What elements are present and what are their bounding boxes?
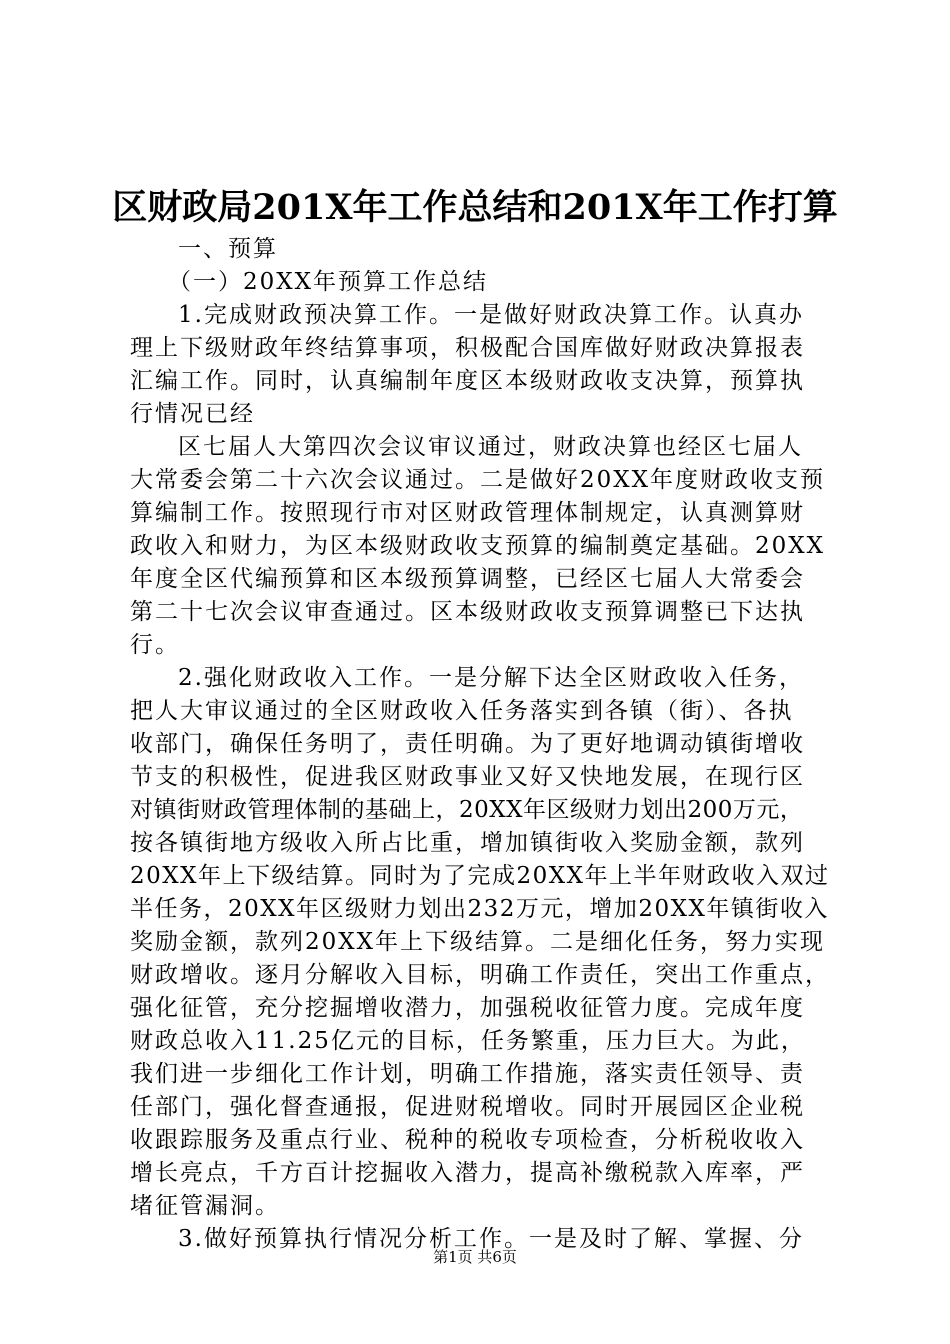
- paragraph-line: 1.完成财政预决算工作。一是做好财政决算工作。认真办: [178, 302, 804, 328]
- paragraph-line: 政收入和财力，为区本级财政收支预算的编制奠定基础。20XX: [130, 533, 826, 559]
- paragraph-line: 大常委会第二十六次会议通过。二是做好20XX年度财政收支预: [130, 467, 826, 493]
- paragraph-line: 20XX年上下级结算。同时为了完成20XX年上半年财政收入双过: [130, 863, 830, 889]
- paragraph-line: 强化征管，充分挖掘增收潜力，加强税收征管力度。完成年度: [130, 995, 805, 1021]
- paragraph-line: 对镇街财政管理体制的基础上，20XX年区级财力划出200万元，: [130, 797, 804, 823]
- subsection-heading: （一）20XX年预算工作总结: [168, 269, 489, 295]
- paragraph-line: 收部门，确保任务明了，责任明确。为了更好地调动镇街增收: [130, 731, 805, 757]
- paragraph-line: 汇编工作。同时，认真编制年度区本级财政收支决算，预算执: [130, 368, 805, 394]
- paragraph-line: 任部门，强化督查通报，促进财税增收。同时开展园区企业税: [130, 1094, 805, 1120]
- paragraph-line: 3.做好预算执行情况分析工作。一是及时了解、掌握、分: [178, 1226, 804, 1252]
- paragraph-line: 财政增收。逐月分解收入目标，明确工作责任，突出工作重点，: [130, 962, 830, 988]
- page-footer: 第1页 共6页: [433, 1248, 517, 1266]
- paragraph-line: 增长亮点，千方百计挖掘收入潜力，提高补缴税款入库率，严: [130, 1160, 805, 1186]
- paragraph-line: 2.强化财政收入工作。一是分解下达全区财政收入任务，: [178, 665, 804, 691]
- paragraph-line: 第二十七次会议审查通过。区本级财政收支预算调整已下达执: [130, 599, 805, 625]
- paragraph-line: 区七届人大第四次会议审议通过，财政决算也经区七届人: [178, 434, 803, 460]
- paragraph-line: 半任务，20XX年区级财力划出232万元，增加20XX年镇街收入: [130, 896, 829, 922]
- paragraph-line: 把人大审议通过的全区财政收入任务落实到各镇（街）、各执: [130, 698, 794, 724]
- section-heading: 一、预算: [178, 236, 278, 262]
- paragraph-line: 行情况已经: [130, 401, 255, 427]
- paragraph-line: 算编制工作。按照现行市对区财政管理体制规定，认真测算财: [130, 500, 805, 526]
- document-title: 区财政局201X年工作总结和201X年工作打算: [112, 187, 838, 228]
- paragraph-line: 按各镇街地方级收入所占比重，增加镇街收入奖励金额，款列: [130, 830, 805, 856]
- paragraph-line: 财政总收入11.25亿元的目标，任务繁重，压力巨大。为此，: [130, 1028, 806, 1054]
- paragraph-line: 节支的积极性，促进我区财政事业又好又快地发展，在现行区: [130, 764, 805, 790]
- paragraph-line: 年度全区代编预算和区本级预算调整，已经区七届人大常委会: [130, 566, 805, 592]
- paragraph-line: 堵征管漏洞。: [130, 1193, 280, 1219]
- paragraph-line: 奖励金额，款列20XX年上下级结算。二是细化任务，努力实现: [130, 929, 826, 955]
- paragraph-line: 行。: [130, 632, 180, 658]
- paragraph-line: 我们进一步细化工作计划，明确工作措施，落实责任领导、责: [130, 1061, 805, 1087]
- paragraph-line: 理上下级财政年终结算事项，积极配合国库做好财政决算报表: [130, 335, 805, 361]
- paragraph-line: 收跟踪服务及重点行业、税种的税收专项检查，分析税收收入: [130, 1127, 805, 1153]
